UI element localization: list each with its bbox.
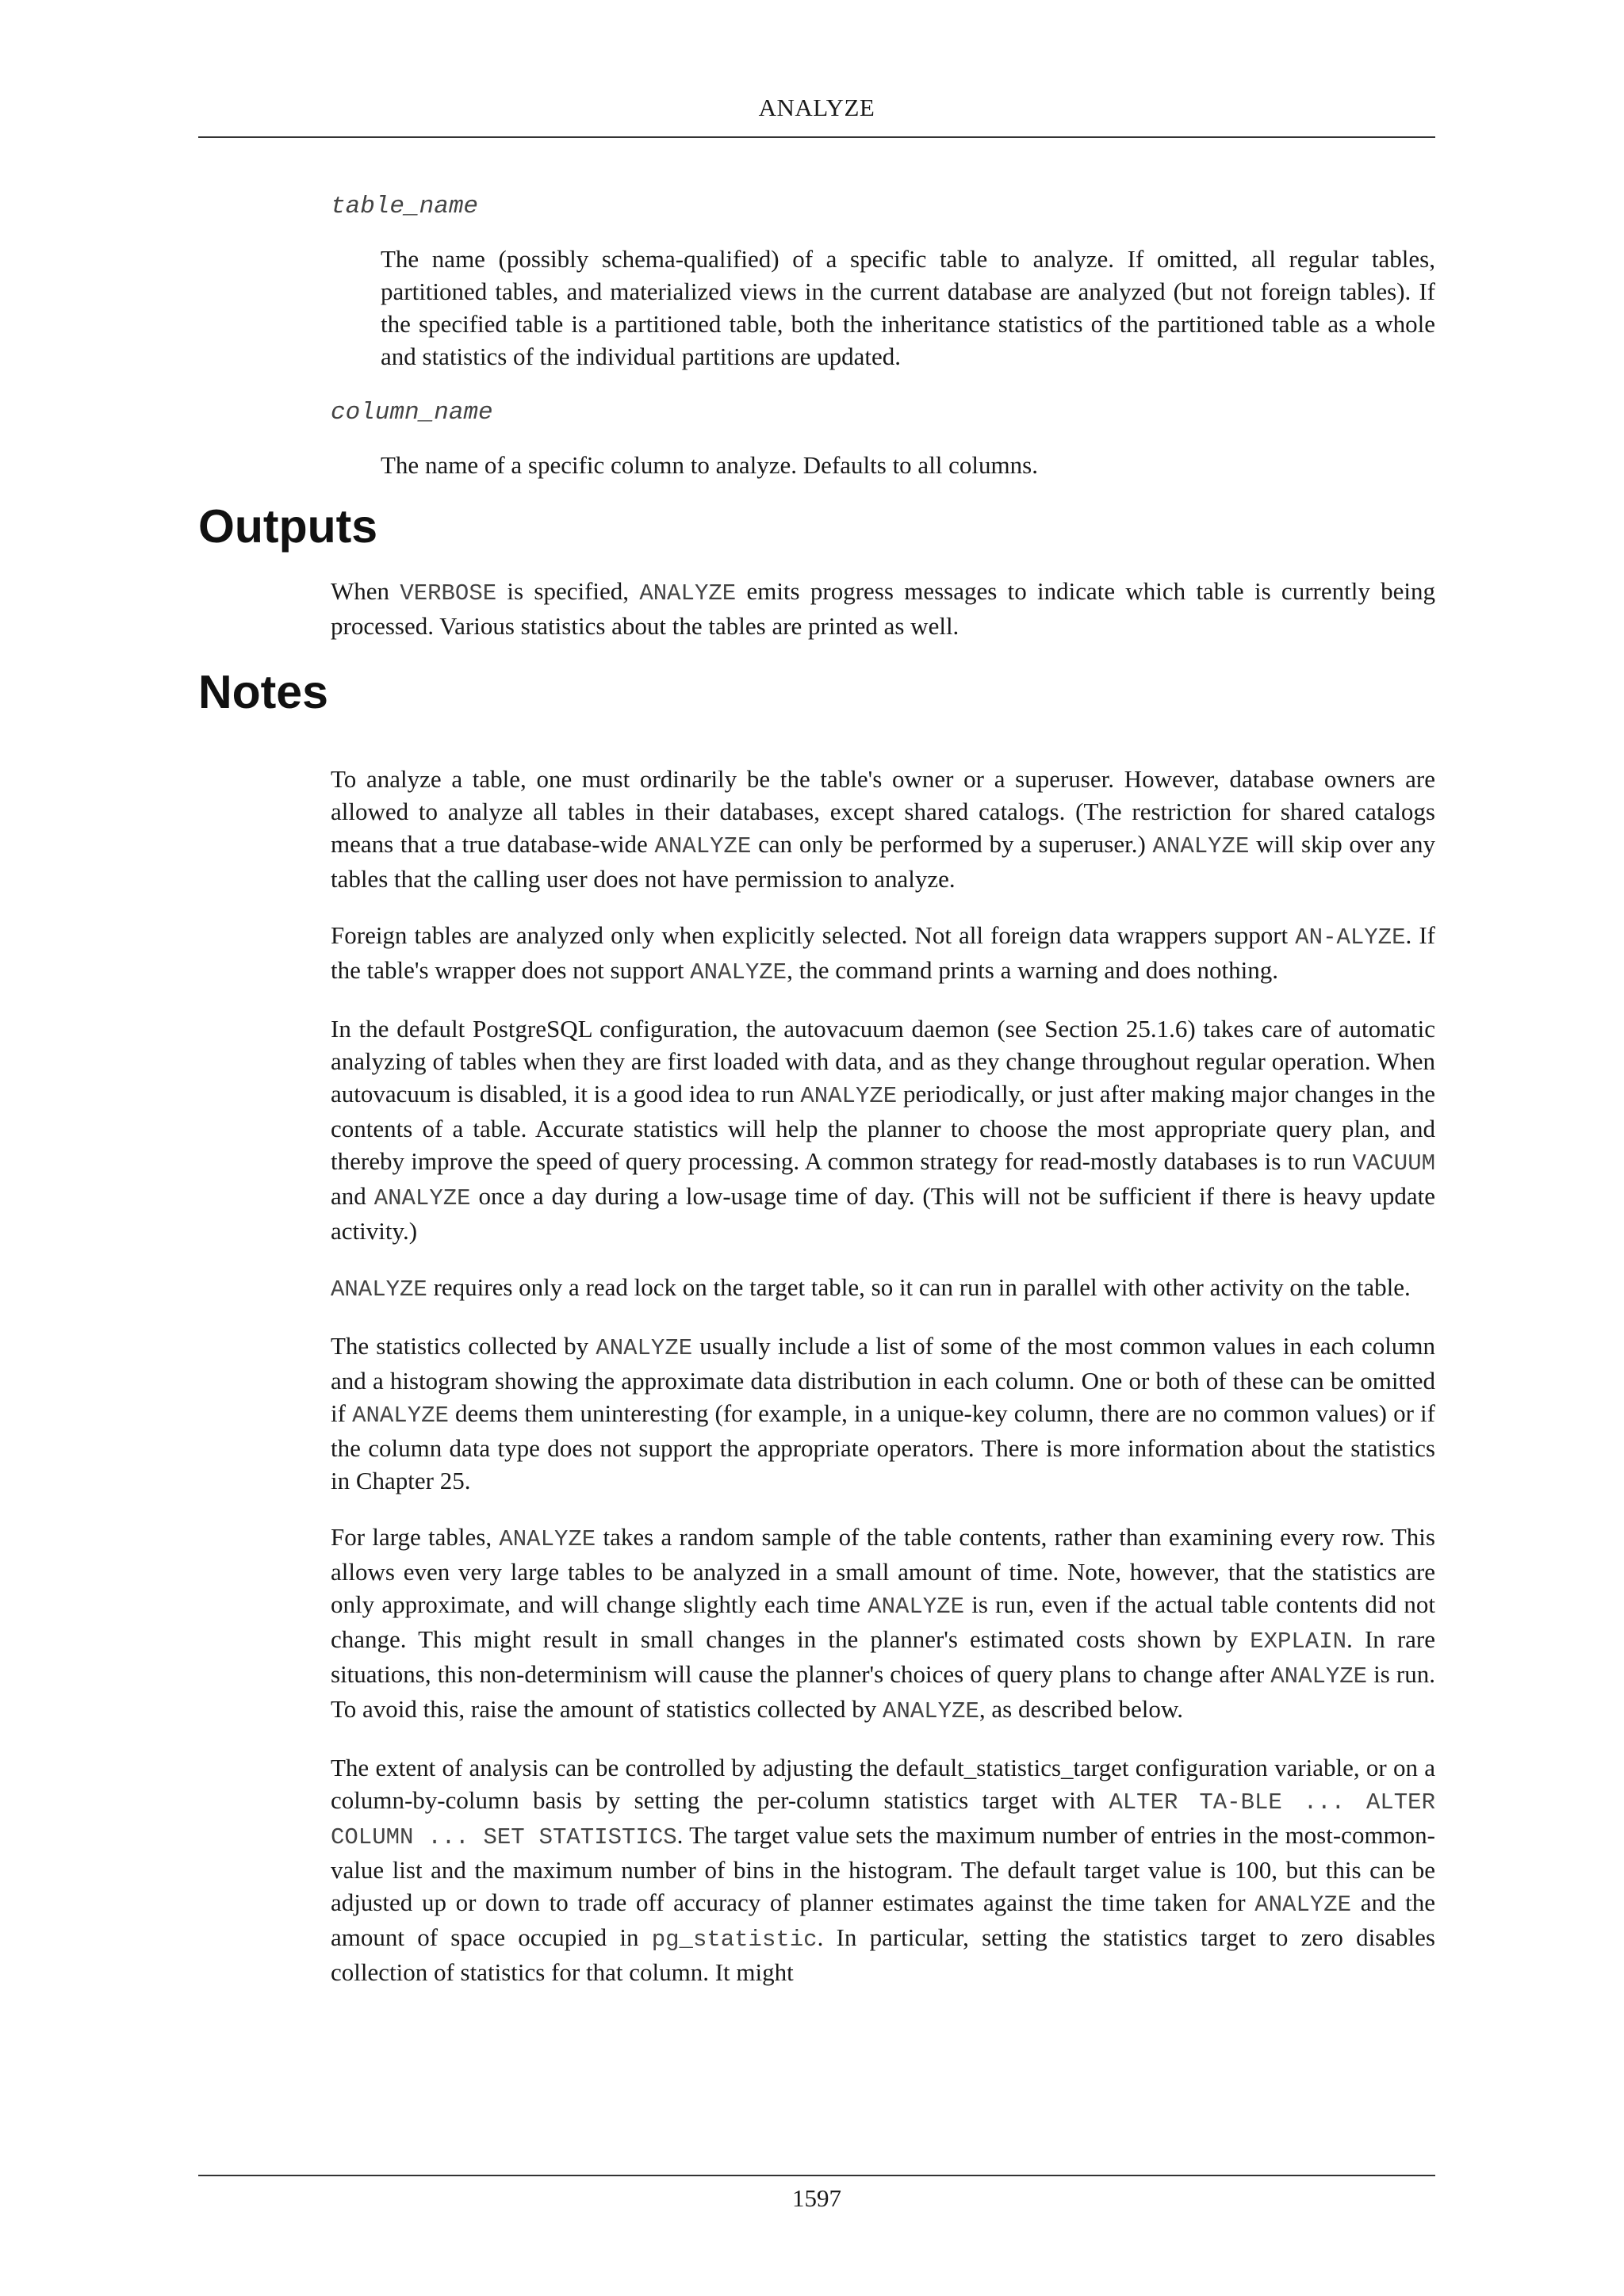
text-run: requires only a read lock on the target table, so it can run in parallel with other activity on the table. [427,1273,1411,1301]
code-analyze: ANALYZE [352,1402,449,1429]
param-term-column-name: column_name [331,399,493,427]
section-heading-outputs: Outputs [198,500,378,553]
code-analyze: ANALYZE [868,1594,964,1620]
text-run: and [331,1182,374,1210]
code-analyze: ANALYZE [1254,1892,1352,1918]
code-analyze: ANALYZE [654,833,752,859]
code-verbose: VERBOSE [400,580,497,607]
notes-paragraph-4 [331,1271,1435,1306]
text-run: takes a random sample of the table contents, rather than examining every row. This allows even very large tables to be analyzed in a small amount of time. Note, however, that the statistics are only approximate, and will change slightly each time [331,1523,1435,1618]
text-run: . If the table's wrapper does not support [331,921,1435,984]
text-run: periodically, or just after making major changes in the contents of a table. Accurate statistics will help the planner to choose the most appropriate query plan, and thereby improve the speed of query processing. A common strategy for read-mostly databases is to run [331,1080,1435,1175]
code-analyze: ANALYZE [883,1698,979,1724]
text-run: will skip over any tables that the calling user does not have permission to analyze. [331,830,1435,893]
code-analyze: ANALYZE [1270,1663,1368,1689]
code-analyze: ANALYZE [331,1276,427,1303]
footer-rule [198,2175,1435,2176]
text-run: usually include a list of some of the most common values in each column and a histogram showing the approximate data distribution in each column. One or both of these can be omitted if [331,1332,1435,1427]
code-pg-statistic: pg_statistic [651,1927,818,1953]
text-run: The extent of analysis can be controlled by adjusting the default_statistics_target configuration variable, or on a column-by-column basis by setting the per-column statistics target with [331,1754,1435,1814]
param-term-table-name: table_name [331,193,479,220]
text-run: The statistics collected by [331,1332,596,1360]
notes-paragraph-2 [331,919,1435,989]
code-analyze: ANALYZE [373,1185,471,1211]
text-run: is run, even if the actual table contents did not change. This might result in small changes in the planner's estimated costs shown by [331,1590,1435,1653]
text-run: When [331,577,400,605]
text-run: . The target value sets the maximum number of entries in the most-common-value list and the maximum number of bins in the histogram. The default target value is 100, but this can be adjusted up or down to trade off accuracy of planner estimates against the time taken for [331,1821,1435,1916]
notes-paragraph-1 [331,763,1435,895]
code-analyze: ANALYZE [639,580,737,607]
text-run: . In particular, setting the statistics target to zero disables collection of statistics for that column. It might [331,1923,1435,1986]
running-header: ANALYZE [758,94,875,121]
param-desc-column-name: The name of a specific column to analyze. Defaults to all columns. [381,451,1038,479]
code-alter-table: ALTER TA-BLE ... ALTER COLUMN ... SET STATISTICS [331,1789,1435,1850]
param-desc-table-name: The name (possibly schema-qualified) of a specific table to analyze. If omitted, all regular tables, partitioned tables, and materialized views in the current database are analyzed (but not foreign tables). If the specified table is a partitioned table, both the inheritance statistics of the partitioned table as a whole and statistics of the individual partitions are updated. [381,245,1435,370]
code-explain: EXPLAIN [1250,1628,1347,1655]
page-content [198,190,1435,1988]
text-run: once a day during a low-usage time of day. (This will not be sufficient if there is heavy update activity.) [331,1182,1435,1245]
text-run: For large tables, [331,1523,500,1551]
outputs-paragraph [331,575,1435,642]
code-analyze: ANALYZE [1152,833,1250,859]
notes-paragraph-5 [331,1330,1435,1497]
page-number: 1597 [792,2184,841,2212]
text-run: . In rare situations, this non-determinism will cause the planner's choices of query plans to change after [331,1625,1435,1688]
text-run: emits progress messages to indicate which table is currently being processed. Various statistics about the tables are printed as well. [331,577,1435,640]
text-run: deems them uninteresting (for example, in a unique-key column, there are no common values) or if the column data type does not support the appropriate operators. There is more information about the statistics in Chapter 25. [331,1399,1435,1494]
text-run: and the amount of space occupied in [331,1888,1435,1951]
text-run: can only be performed by a superuser.) [751,830,1153,858]
text-run: is specified, [496,577,640,605]
code-analyze: ANALYZE [499,1526,596,1552]
notes-paragraph-6 [331,1521,1435,1728]
notes-paragraph-7 [331,1751,1435,1988]
code-analyze: ANALYZE [690,959,787,985]
code-analyze: ANALYZE [596,1335,693,1361]
header-rule [198,136,1435,138]
code-analyze: AN-ALYZE [1295,924,1406,951]
code-vacuum: VACUUM [1352,1150,1435,1177]
text-run: , the command prints a warning and does nothing. [787,956,1278,984]
text-run: , as described below. [979,1695,1183,1723]
text-run: Foreign tables are analyzed only when explicitly selected. Not all foreign data wrappers support [331,921,1296,949]
notes-paragraph-3 [331,1012,1435,1247]
text-run: is run. To avoid this, raise the amount of statistics collected by [331,1660,1435,1723]
code-analyze: ANALYZE [800,1083,898,1109]
section-heading-notes: Notes [198,666,328,718]
text-run: In the default PostgreSQL configuration, the autovacuum daemon (see Section 25.1.6) takes care of automatic analyzing of tables when they are first loaded with data, and as they change throughout regular operation. When autovacuum is disabled, it is a good idea to run [331,1015,1435,1108]
text-run: To analyze a table, one must ordinarily be the table's owner or a superuser. However, database owners are allowed to analyze all tables in their databases, except shared catalogs. (The restriction for shared catalogs means that a true database-wide [331,765,1435,858]
